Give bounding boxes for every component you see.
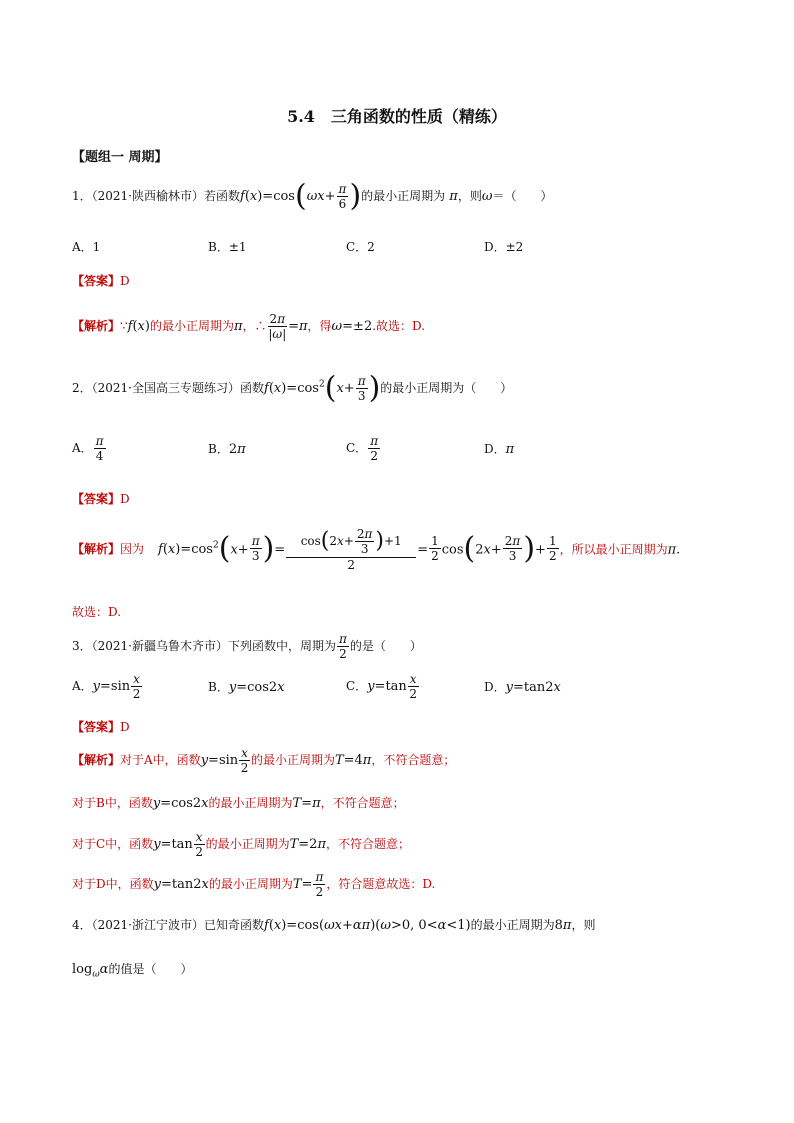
q2-option-c: C． $\frac{\pi}{2}$	[346, 434, 379, 463]
q1-analysis: 【解析】∵f(x)的最小正周期为π，∴ $\frac{2\pi}{|\omega|}$ =π，得ω=±2.故选：D.	[72, 312, 426, 341]
q2-option-a: A． $\frac{\pi}{4}$	[72, 434, 104, 463]
q1-option-a: A．1	[72, 240, 101, 254]
q3-option-d: D．y=tan2x	[484, 680, 561, 695]
q3-analysis-b: 对于B中，函数y=cos2x的最小正周期为T=π，不符合题意；	[72, 796, 405, 811]
q3-analysis-a: 【解析】对于A中，函数y=sin $\frac{x}{2}$ 的最小正周期为T=4π，不符合题意；	[72, 746, 456, 775]
group-header: 【题组一 周期】	[72, 150, 168, 165]
q3-analysis-c: 对于C中，函数y=tan $\frac{x}{2}$ 的最小正周期为T=2π，不符合题意；	[72, 830, 410, 859]
q2-stem: 2．（2021·全国高三专题练习）函数$f(x)=\cos^2(x+$ $\frac{\pi}{3}$ )的最小正周期为（ ）	[72, 370, 513, 406]
q2-analysis-label: 【解析】因为	[72, 542, 145, 556]
q3-answer: 【答案】D	[72, 720, 130, 734]
q2-answer: 【答案】D	[72, 492, 130, 506]
q3-stem: 3．（2021·新疆乌鲁木齐市）下列函数中，周期为 $\frac{\pi}{2}$ 的是（ ）	[72, 632, 422, 661]
q1-stem: 1．（2021·陕西榆林市）若函数f(x)=cos(ωx+ $\frac{\pi}{6}$ )的最小正周期为 π，则ω＝（ ）	[72, 178, 553, 214]
q1-option-d: D．±2	[484, 240, 524, 254]
q1-answer: 【答案】D	[72, 274, 130, 288]
q1-option-c: C．2	[346, 240, 375, 254]
q4-stem-line2: $\log_\omega\alpha$的值是（ ）	[72, 962, 193, 980]
q3-option-c: C．y=tan $\frac{x}{2}$	[346, 672, 417, 701]
q2-option-d: D．π	[484, 442, 515, 457]
q1-option-b: B．±1	[208, 240, 247, 254]
page-title: 5.4 三角函数的性质（精练）	[287, 107, 507, 126]
q4-stem: 4．（2021·浙江宁波市）已知奇函数f(x)=cos(ωx+απ)(ω>0, 0<α<1)的最小正周期为8π，则	[72, 918, 596, 933]
q3-analysis-d: 对于D中，函数y=tan2x的最小正周期为T= $\frac{\pi}{2}$ ，符合题意故选：D.	[72, 870, 436, 899]
q2-option-b: B．2π	[208, 442, 246, 457]
q2-analysis-end: 故选：D.	[72, 605, 122, 619]
q2-analysis-formula: $f(x)=\cos^2(x+$ $\frac{\pi}{3}$ )= cos(2x+ $\frac{2\pi}{3}$ )+1 2 = $\frac{1}{2}$ cos(2x+ $\frac{2\pi}{3}$ )+ $\frac{1}{2}$ ，所以最小正周期为π.	[158, 527, 681, 572]
q3-option-a: A．y=sin $\frac{x}{2}$	[72, 672, 141, 701]
q3-option-b: B．y=cos2x	[208, 680, 285, 695]
